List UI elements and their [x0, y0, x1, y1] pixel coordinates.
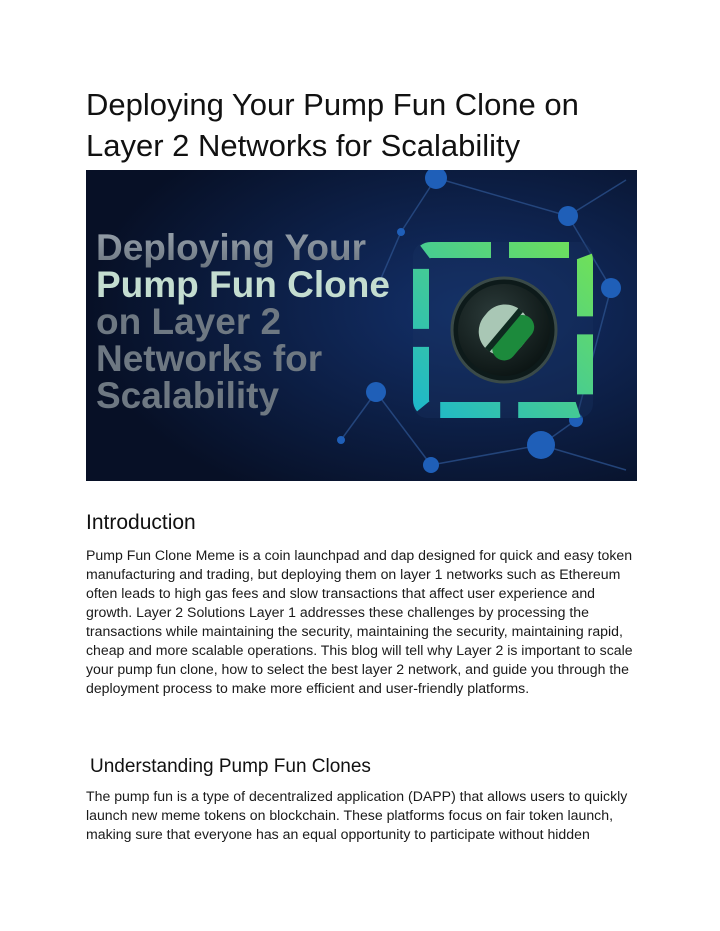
section-heading-understanding: Understanding Pump Fun Clones	[90, 756, 371, 777]
paragraph-line: making sure that everyone has an equal opportunity to participate without hidden	[86, 826, 590, 842]
page-title	[86, 84, 646, 166]
hero-text-line-5: Scalability	[96, 375, 280, 416]
paragraph-line: deployment process to make more efficient and user-friendly platforms.	[86, 680, 530, 696]
paragraph-line: often leads to high gas fees and slow transactions that affect user experience and	[86, 585, 596, 601]
hero-text-line-4: Networks for	[96, 338, 323, 379]
paragraph-line: Pump Fun Clone Meme is a coin launchpad and dap designed for quick and easy token	[86, 547, 633, 563]
title-line-1: Deploying Your Pump Fun Clone on	[86, 87, 579, 122]
paragraph-line: growth. Layer 2 Solutions Layer 1 addresses these challenges by processing the	[86, 604, 589, 620]
paragraph-line: launch new meme tokens on blockchain. These platforms focus on fair token launch,	[86, 807, 613, 823]
understanding-paragraph	[86, 787, 646, 844]
hero-illustration	[86, 170, 637, 481]
introduction-paragraph	[86, 546, 646, 698]
hero-text-line-1: Deploying Your	[96, 227, 366, 268]
paragraph-line: manufacturing and trading, but deploying them on layer 1 networks such as Ethereum	[86, 566, 621, 582]
hero-text-line-3: on Layer 2	[96, 301, 282, 342]
paragraph-line: your pump fun clone, how to select the best layer 2 network, and guide you through the	[86, 661, 629, 677]
paragraph-line: cheap and more scalable operations. This blog will tell why Layer 2 is important to scale	[86, 642, 633, 658]
hero-text-line-2: Pump Fun Clone	[96, 264, 390, 305]
paragraph-line: transactions while maintaining the security, maintaining the security, maintaining rapid,	[86, 623, 623, 639]
paragraph-line: The pump fun is a type of decentralized application (DAPP) that allows users to quickly	[86, 788, 628, 804]
pill-capsule-icon	[452, 278, 556, 382]
hero-image	[86, 170, 637, 481]
title-line-2: Layer 2 Networks for Scalability	[86, 128, 521, 163]
section-heading-introduction: Introduction	[86, 511, 196, 534]
